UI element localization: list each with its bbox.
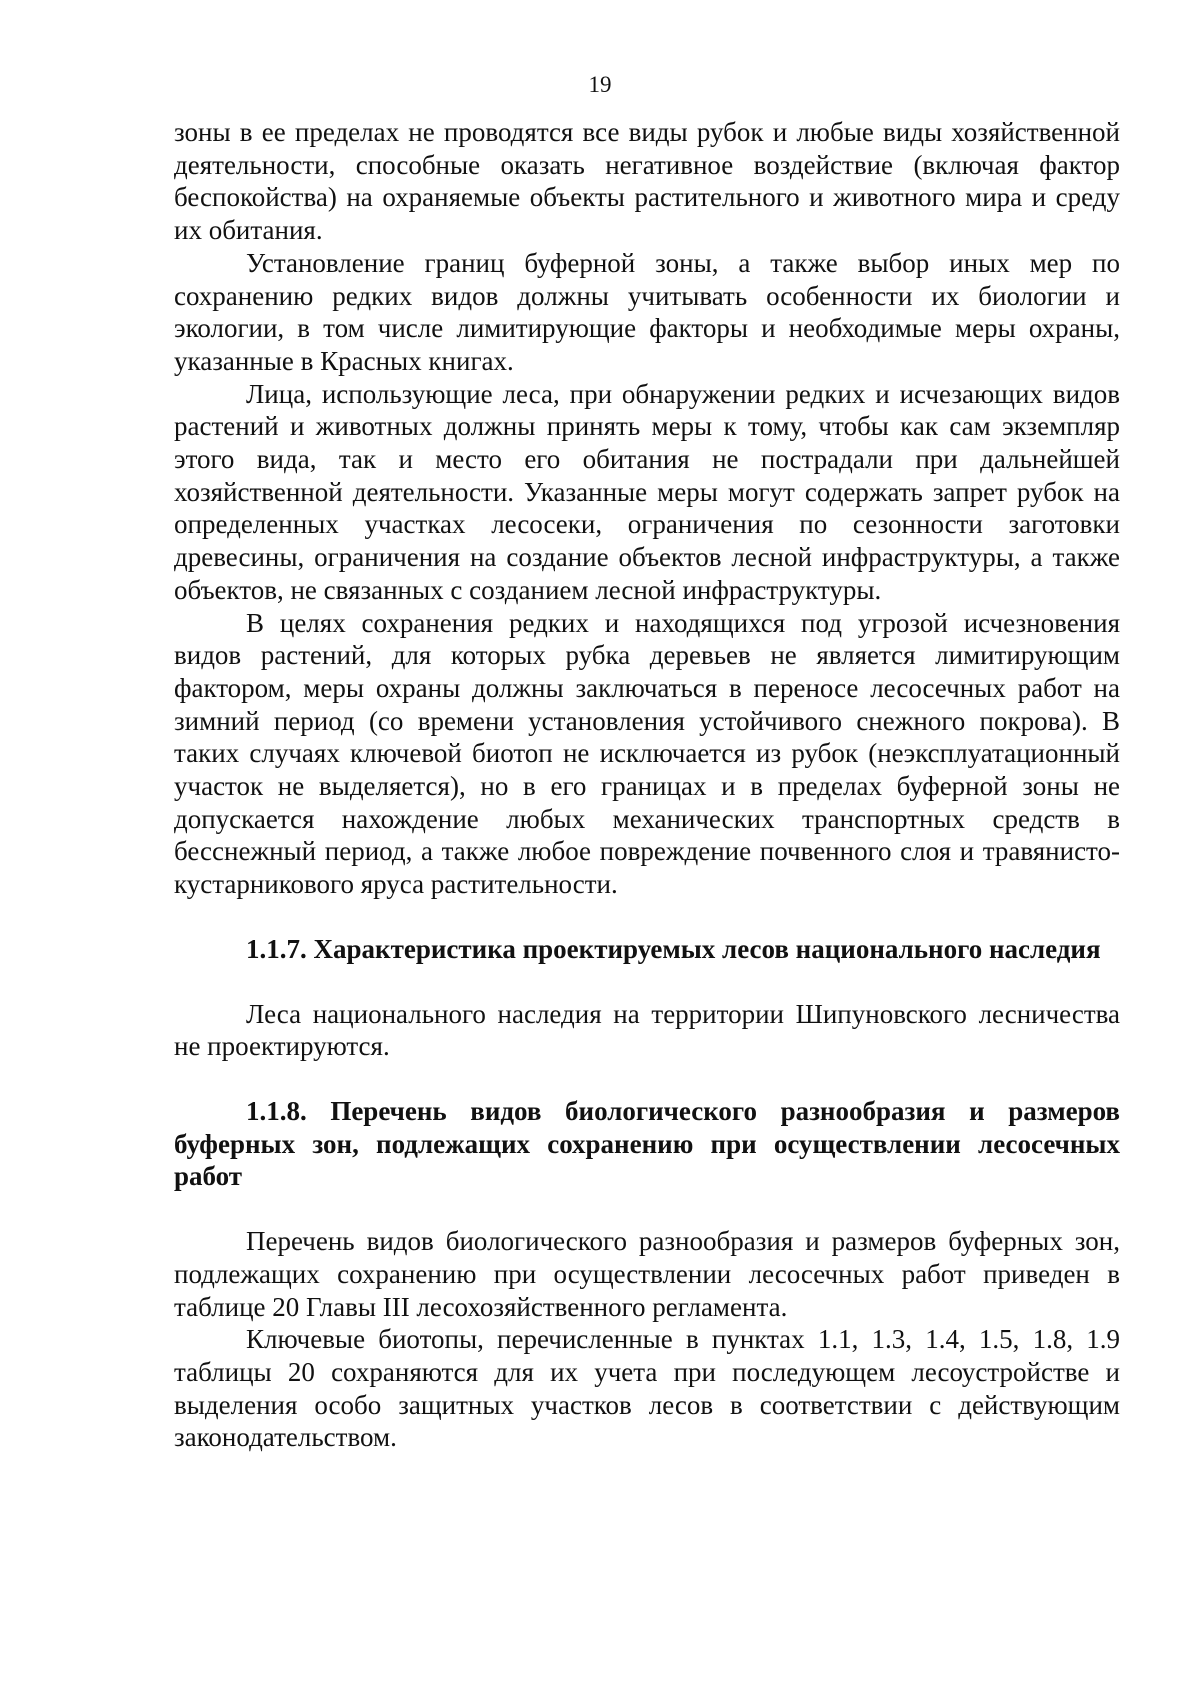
section-spacer (174, 901, 1120, 933)
section-heading-1-1-8: 1.1.8. Перечень видов биологического разнообразия и размеров буферных зон, подлежащих сохранению при осуществлении лесосечных работ (174, 1095, 1120, 1192)
paragraph-forest-users: Лица, использующие леса, при обнаружении редких и исчезающих видов растений и животных должны принять меры к тому, чтобы как сам экземпляр этого вида, так и место его обитания не пострадали при дальнейшей хозяйственной деятельности. Указанные меры могут содержать запрет рубок на определенных участках лесосеки, ограничения по сезонности заготовки древесины, ограничения на создание объектов лесной инфраструктуры, а также объектов, не связанных с созданием лесной инфраструктуры. (174, 378, 1120, 605)
page-content (174, 116, 1120, 1454)
heading-spacer (174, 1193, 1120, 1225)
section-heading-1-1-7: 1.1.7. Характеристика проектируемых лесов национального наследия (246, 933, 1101, 964)
paragraph-biodiversity-list: Перечень видов биологического разнообразия и размеров буферных зон, подлежащих сохранению при осуществлении лесосечных работ приведен в таблице 20 Главы III лесохозяйственного регламента. (174, 1226, 1120, 1322)
heading-spacer (174, 966, 1120, 998)
paragraph-national-heritage: Леса национального наследия на территории Шипуновского лесничества не проектируются. (174, 998, 1120, 1062)
paragraph-continuation: зоны в ее пределах не проводятся все виды рубок и любые виды хозяйственной деятельности, способные оказать негативное воздействие (включая фактор беспокойства) на охраняемые объекты растительного и животного мира и среду их обитания. (174, 117, 1120, 246)
section-spacer (174, 1063, 1120, 1095)
paragraph-buffer-zone: Установление границ буферной зоны, а также выбор иных мер по сохранению редких видов должны учитывать особенности их биологии и экологии, в том числе лимитирующие факторы и необходимые меры охраны, указанные в Красных книгах. (174, 247, 1120, 376)
paragraph-protection-measures: В целях сохранения редких и находящихся под угрозой исчезновения видов растений, для которых рубка деревьев не является лимитирующим фактором, меры охраны должны заключаться в переносе лесосечных работ на зимний период (со времени установления устойчивого снежного покрова). В таких случаях ключевой биотоп не исключается из рубок (неэксплуатационный участок не выделяется), но в его границах и в пределах буферной зоны не допускается нахождение любых механических транспортных средств в бесснежный период, а также любое повреждение почвенного слоя и травянисто-кустарникового яруса растительности. (174, 607, 1120, 900)
paragraph-key-biotopes: Ключевые биотопы, перечисленные в пунктах 1.1, 1.3, 1.4, 1.5, 1.8, 1.9 таблицы 20 сохраняются для их учета при последующем лесоустройстве и выделения особо защитных участков лесов в соответствии с действующим законодательством. (174, 1324, 1120, 1453)
page-number: 19 (588, 72, 612, 97)
